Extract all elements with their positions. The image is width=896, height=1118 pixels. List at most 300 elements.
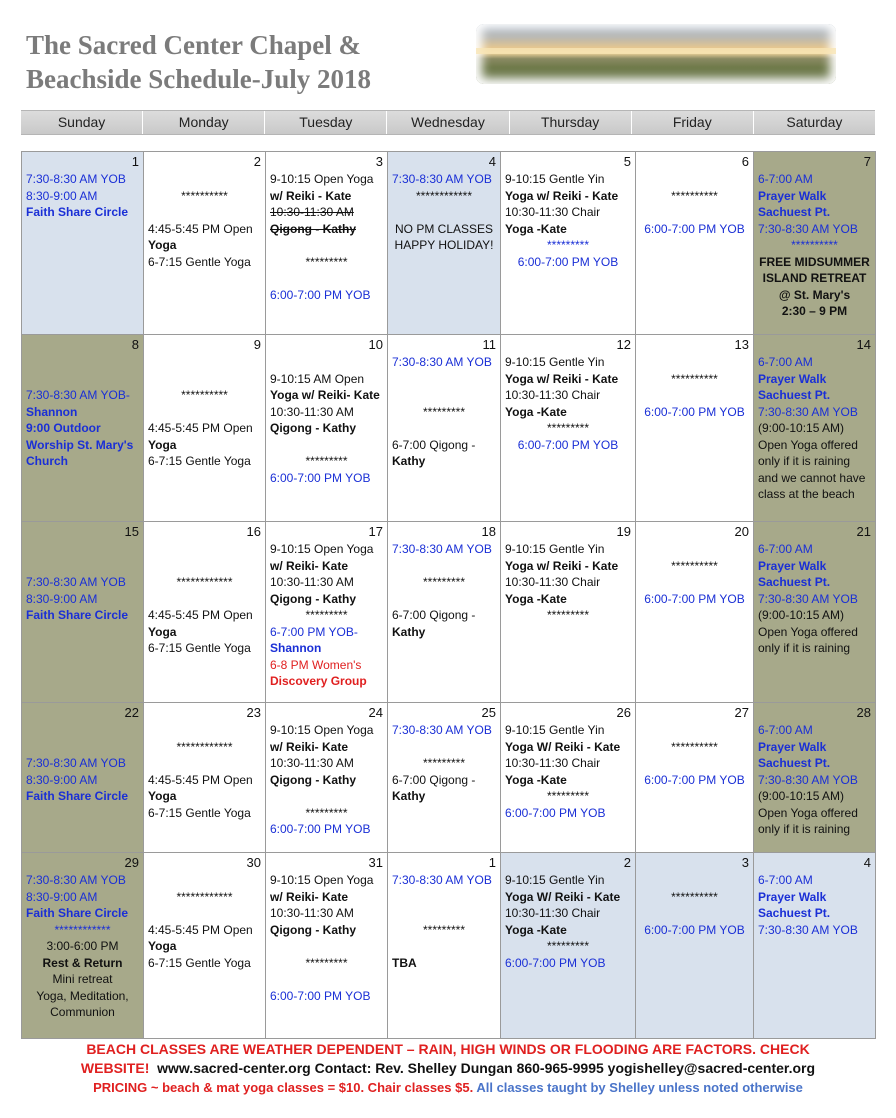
schedule-line: 10:30-11:30 Chair (505, 575, 601, 589)
schedule-line: (9:00-10:15 AM) (758, 789, 845, 803)
weekday-monday: Monday (143, 111, 265, 134)
day-cell (388, 703, 501, 853)
schedule-line: Yoga -Kate (505, 404, 567, 419)
schedule-line: 6-7:15 Gentle Yoga (148, 955, 251, 970)
schedule-line: 6:00-7:00 PM YOB (270, 287, 371, 302)
schedule-line: Sachuest Pt. (758, 205, 831, 219)
day-number: 8 (131, 337, 139, 352)
schedule-line: 6:00-7:00 PM YOB (517, 437, 619, 452)
schedule-line: (9:00-10:15 AM) (758, 421, 845, 435)
schedule-line (270, 971, 383, 988)
schedule-line: w/ Reiki - Kate (270, 188, 352, 203)
day-number: 14 (856, 337, 871, 352)
schedule-line: Yoga (148, 437, 177, 452)
schedule-line: Communion (50, 1005, 115, 1019)
day-number: 23 (246, 705, 261, 720)
schedule-line: 7:30-8:30 AM YOB- (26, 388, 130, 402)
schedule-line: Open Yoga offered (758, 624, 858, 639)
title-line-2: Beachside Schedule-July 2018 (26, 64, 372, 94)
day-number: 2 (253, 154, 261, 169)
schedule-line: ************ (415, 188, 473, 203)
weekday-tuesday: Tuesday (265, 111, 387, 134)
schedule-line (26, 558, 139, 575)
schedule-line: Yoga w/ Reiki - Kate (505, 558, 619, 573)
schedule-line: 7:30-8:30 AM YOB (392, 542, 492, 556)
schedule-line: 7:30-8:30 AM YOB (26, 575, 126, 589)
schedule-line: ************ (176, 889, 233, 904)
schedule-line: 7:30-8:30 AM YOB (392, 723, 492, 737)
schedule-line: Kathy (392, 624, 426, 639)
instructor-note: All classes taught by Shelley unless noted otherwise (476, 1080, 803, 1095)
day-cell (266, 522, 388, 703)
schedule-line: 8:30-9:00 AM (26, 889, 98, 904)
schedule-line: ********* (422, 404, 466, 419)
schedule-line (392, 558, 496, 575)
schedule-line: Prayer Walk (758, 889, 827, 904)
schedule-line: Qigong - Kathy (270, 772, 356, 787)
schedule-line: Sachuest Pt. (758, 906, 831, 920)
schedule-line: @ St. Mary's (778, 287, 851, 302)
schedule-line (640, 541, 749, 558)
schedule-line (148, 354, 261, 371)
schedule-line: Kathy (392, 789, 426, 803)
schedule-line: 10:30-11:30 Chair (505, 756, 601, 770)
schedule-line: 9-10:15 Gentle Yin (505, 873, 605, 887)
schedule-line: (9:00-10:15 AM) (758, 608, 845, 622)
schedule-line: ********* (546, 789, 590, 803)
schedule-line: Sachuest Pt. (758, 575, 831, 589)
schedule-line: 6:00-7:00 PM YOB (644, 404, 745, 419)
schedule-line: 6:00-7:00 PM YOB (270, 822, 371, 836)
schedule-line (148, 558, 261, 575)
day-number: 15 (124, 524, 139, 539)
schedule-line: 2:30 – 9 PM (781, 304, 848, 318)
schedule-line: Yoga (148, 238, 177, 252)
pricing-info: PRICING ~ beach & mat yoga classes = $10. Chair classes $5. (93, 1080, 474, 1095)
schedule-line: 6-7:15 Gentle Yoga (148, 454, 251, 468)
day-number: 9 (253, 337, 261, 352)
schedule-line: Qigong - Kathy (270, 922, 356, 937)
schedule-line (640, 905, 749, 922)
day-cell (388, 522, 501, 703)
day-number: 19 (616, 524, 631, 539)
day-number: 2 (623, 855, 631, 870)
schedule-line: Prayer Walk (758, 739, 827, 754)
day-cell (501, 335, 636, 522)
schedule-line: 8:30-9:00 AM (26, 188, 98, 203)
schedule-line: 6-7:00 Qigong - (392, 437, 476, 452)
schedule-line: 9-10:15 Gentle Yin (505, 172, 605, 186)
schedule-line: Sachuest Pt. (758, 388, 831, 402)
schedule-line (148, 722, 261, 739)
schedule-line: Kathy (392, 454, 426, 468)
schedule-line: w/ Reiki- Kate (270, 558, 349, 573)
schedule-line: HAPPY HOLIDAY! (394, 238, 494, 252)
schedule-line: 3:00-6:00 PM (46, 939, 119, 953)
schedule-line: ********* (422, 756, 466, 770)
day-number: 22 (124, 705, 139, 720)
calendar-grid (21, 151, 876, 1039)
weekday-saturday: Saturday (786, 114, 843, 130)
schedule-line: 8:30-9:00 AM (26, 591, 98, 606)
schedule-line (148, 591, 261, 608)
day-number: 13 (734, 337, 749, 352)
schedule-line: 4:45-5:45 PM Open (148, 221, 253, 236)
schedule-line: Yoga W/ Reiki - Kate (505, 889, 621, 904)
schedule-line (392, 889, 496, 906)
day-cell (754, 703, 876, 853)
schedule-line: Yoga W/ Reiki - Kate (505, 739, 621, 754)
schedule-line: 6-7:00 Qigong - (392, 608, 476, 622)
schedule-line: 9-10:15 Open Yoga (270, 723, 374, 737)
day-cell (22, 335, 144, 522)
schedule-line (640, 755, 749, 772)
schedule-line: ISLAND RETREAT (762, 271, 867, 285)
schedule-line: ********* (422, 922, 466, 937)
schedule-line (148, 171, 261, 188)
schedule-line: 9-10:15 Gentle Yin (505, 542, 605, 556)
schedule-line: 9-10:15 Open Yoga (270, 172, 374, 186)
day-cell (636, 703, 754, 853)
schedule-line (26, 541, 139, 558)
schedule-line (270, 788, 383, 805)
day-cell (266, 853, 388, 1039)
day-cell (501, 703, 636, 853)
day-cell (754, 522, 876, 703)
schedule-line: 4:45-5:45 PM Open (148, 421, 253, 435)
schedule-line: 6-7:00 AM (758, 172, 813, 186)
day-number: 11 (482, 337, 496, 352)
schedule-line: 4:45-5:45 PM Open (148, 922, 253, 937)
day-cell (266, 152, 388, 335)
schedule-line: ********* (546, 608, 590, 622)
schedule-line: Faith Share Circle (26, 906, 129, 920)
schedule-line: Yoga -Kate (505, 922, 567, 937)
schedule-line (270, 270, 383, 287)
day-cell (636, 853, 754, 1039)
schedule-line: NO PM CLASSES (394, 221, 494, 236)
schedule-line: ********** (671, 371, 718, 386)
schedule-line: 6:00-7:00 PM YOB (644, 922, 745, 937)
schedule-line: 10:30-11:30 Chair (505, 906, 601, 920)
schedule-line: ********* (305, 955, 348, 970)
schedule-line: Open Yoga offered (758, 437, 858, 452)
schedule-line: Prayer Walk (758, 558, 827, 573)
schedule-line (640, 574, 749, 591)
weekday-wednesday: Wednesday (387, 111, 509, 134)
schedule-line: 7:30-8:30 AM YOB (758, 404, 858, 419)
day-cell (754, 152, 876, 335)
schedule-line (270, 237, 383, 254)
schedule-line: Qigong - Kathy (270, 221, 356, 236)
schedule-line: 6:00-7:00 PM YOB (505, 955, 606, 970)
schedule-line: ************ (176, 739, 233, 754)
schedule-line (148, 404, 261, 421)
schedule-line: Qigong - Kathy (270, 591, 356, 606)
schedule-line (148, 872, 261, 889)
schedule-line (26, 371, 139, 388)
schedule-line: Discovery Group (270, 674, 367, 688)
schedule-line: Faith Share Circle (26, 205, 129, 219)
schedule-line (392, 739, 496, 756)
day-cell (501, 522, 636, 703)
schedule-line: Yoga (148, 624, 177, 639)
schedule-line (270, 938, 383, 955)
day-number: 27 (734, 705, 749, 720)
schedule-line: 9-10:15 Open Yoga (270, 542, 374, 556)
day-number: 10 (368, 337, 383, 352)
schedule-line: 6-7:00 AM (758, 542, 813, 556)
footer-notes (21, 1040, 875, 1097)
day-cell (22, 853, 144, 1039)
schedule-line: w/ Reiki- Kate (270, 739, 349, 754)
schedule-line: 6-7:00 Qigong - (392, 772, 476, 787)
schedule-line (26, 739, 139, 756)
schedule-line: Prayer Walk (758, 188, 827, 203)
day-cell (144, 335, 266, 522)
schedule-line: ********* (305, 805, 348, 820)
schedule-line: ********** (671, 889, 718, 904)
schedule-line: ********* (546, 421, 590, 435)
schedule-line: Yoga, Meditation, (36, 988, 129, 1003)
day-number: 1 (131, 154, 139, 169)
schedule-line: 9-10:15 Gentle Yin (505, 723, 605, 737)
day-number: 6 (741, 154, 749, 169)
day-cell (754, 853, 876, 1039)
schedule-line: ************ (54, 922, 111, 937)
schedule-line: 8:30-9:00 AM (26, 772, 98, 787)
day-cell (636, 522, 754, 703)
schedule-line: Church (26, 454, 68, 468)
weekday-header (21, 110, 875, 135)
schedule-line: 7:30-8:30 AM YOB (26, 873, 126, 887)
day-number: 28 (856, 705, 871, 720)
day-number: 29 (124, 855, 139, 870)
schedule-line: ********** (181, 188, 228, 203)
schedule-line: 6-8 PM Women's (270, 657, 362, 672)
schedule-line: ********** (671, 739, 718, 754)
schedule-line (392, 420, 496, 437)
schedule-line: ********* (546, 238, 590, 252)
schedule-line: 4:45-5:45 PM Open (148, 772, 253, 787)
schedule-line: Mini retreat (52, 972, 113, 986)
schedule-line: 7:30-8:30 AM YOB (758, 922, 858, 937)
schedule-line: ********* (305, 608, 348, 622)
schedule-line (26, 722, 139, 739)
schedule-line: 10:30-11:30 AM (270, 756, 354, 770)
schedule-line: 6:00-7:00 PM YOB (517, 254, 619, 269)
schedule-line (392, 204, 496, 221)
day-cell (22, 703, 144, 853)
day-number: 26 (616, 705, 631, 720)
schedule-line: TBA (392, 955, 417, 970)
title-line-1: The Sacred Center Chapel & (26, 30, 361, 60)
schedule-line (640, 722, 749, 739)
page-title (26, 28, 371, 96)
day-cell (388, 152, 501, 335)
day-number: 1 (488, 855, 496, 870)
schedule-line: 7:30-8:30 AM YOB (392, 355, 492, 369)
day-cell (22, 522, 144, 703)
schedule-line: Yoga -Kate (505, 772, 567, 787)
day-cell (754, 335, 876, 522)
schedule-line: 9-10:15 AM Open (270, 371, 365, 386)
schedule-line: 7:30-8:30 AM YOB (392, 873, 492, 887)
schedule-line: Prayer Walk (758, 371, 827, 386)
schedule-line: ********* (546, 939, 590, 953)
day-number: 4 (863, 855, 871, 870)
schedule-line: 6:00-7:00 PM YOB (270, 470, 371, 485)
contact-info: www.sacred-center.org Contact: Rev. Shelley Dungan 860-965-9995 yogishelley@sacred-center.org (157, 1060, 816, 1076)
schedule-line: and we cannot have (758, 470, 866, 485)
day-cell (636, 152, 754, 335)
day-cell (144, 703, 266, 853)
schedule-line: ********* (305, 454, 348, 468)
schedule-line: 6-7:15 Gentle Yoga (148, 254, 251, 269)
schedule-line: ********* (305, 254, 348, 269)
schedule-line: Worship St. Mary's (26, 437, 134, 452)
schedule-line: only if it is raining (758, 454, 851, 468)
schedule-line (392, 938, 496, 955)
pricing-line (21, 1078, 875, 1097)
schedule-line: Faith Share Circle (26, 608, 129, 622)
schedule-line: 10:30-11:30 Chair (505, 205, 601, 219)
schedule-line: 7:30-8:30 AM YOB (758, 221, 858, 236)
schedule-line: Yoga w/ Reiki - Kate (505, 371, 619, 386)
schedule-line: 6-7:15 Gentle Yoga (148, 641, 251, 655)
schedule-line: 10:30-11:30 AM (270, 575, 354, 589)
schedule-line: Rest & Return (42, 955, 123, 970)
day-cell (501, 152, 636, 335)
schedule-line: Faith Share Circle (26, 789, 129, 803)
day-cell (266, 335, 388, 522)
schedule-line: 9-10:15 Gentle Yin (505, 355, 605, 369)
day-number: 3 (741, 855, 749, 870)
schedule-line: Open Yoga offered (758, 805, 858, 820)
schedule-line: 6-7:15 Gentle Yoga (148, 805, 251, 820)
day-cell (144, 853, 266, 1039)
schedule-line: Sachuest Pt. (758, 756, 831, 770)
schedule-line: Shannon (26, 404, 78, 419)
day-cell (266, 703, 388, 853)
day-number: 18 (481, 524, 496, 539)
schedule-line: FREE MIDSUMMER (759, 254, 870, 269)
day-cell (144, 522, 266, 703)
day-cell (636, 335, 754, 522)
schedule-line: 6-7:00 AM (758, 873, 813, 887)
weekday-thursday: Thursday (510, 111, 632, 134)
schedule-line (148, 371, 261, 388)
schedule-line (148, 541, 261, 558)
schedule-line: Yoga (148, 789, 177, 803)
day-number: 12 (616, 337, 631, 352)
schedule-line: 6:00-7:00 PM YOB (505, 805, 606, 820)
schedule-line (640, 354, 749, 371)
schedule-line: 6:00-7:00 PM YOB (270, 988, 371, 1003)
schedule-line (392, 371, 496, 388)
schedule-line (148, 905, 261, 922)
day-number: 21 (856, 524, 871, 539)
day-cell (388, 853, 501, 1039)
schedule-line: Yoga -Kate (505, 591, 567, 606)
schedule-line: 6:00-7:00 PM YOB (644, 772, 745, 787)
day-number: 17 (368, 524, 383, 539)
schedule-line: only if it is raining (758, 822, 851, 836)
day-number: 7 (863, 154, 871, 169)
schedule-line: ********* (422, 575, 466, 589)
website-callout: WEBSITE! (80, 1060, 150, 1076)
schedule-line: 10:30-11:30 AM (270, 906, 354, 920)
schedule-line: only if it is raining (758, 641, 851, 655)
schedule-line: 6-7:00 AM (758, 355, 813, 369)
schedule-line (148, 755, 261, 772)
schedule-line: ********** (181, 388, 228, 402)
beach-sunset-photo (476, 24, 836, 84)
day-cell (144, 152, 266, 335)
schedule-line: 6:00-7:00 PM YOB (644, 591, 745, 606)
schedule-line (26, 354, 139, 371)
schedule-line: Yoga w/ Reiki- Kate (270, 388, 380, 402)
weather-notice: BEACH CLASSES ARE WEATHER DEPENDENT – RAIN, HIGH WINDS OR FLOODING ARE FACTORS. CHECK (86, 1041, 810, 1057)
schedule-line: 7:30-8:30 AM YOB (392, 172, 492, 186)
schedule-line (640, 872, 749, 889)
day-number: 5 (623, 154, 631, 169)
schedule-line: w/ Reiki- Kate (270, 889, 349, 904)
schedule-line (270, 354, 383, 371)
schedule-line: Qigong - Kathy (270, 421, 356, 435)
schedule-line: 6:00-7:00 PM YOB (644, 221, 745, 236)
schedule-line (270, 437, 383, 454)
schedule-line: 7:30-8:30 AM YOB (26, 172, 126, 186)
schedule-line (392, 387, 496, 404)
day-number: 30 (246, 855, 261, 870)
schedule-line: ********** (671, 558, 718, 573)
schedule-line (640, 387, 749, 404)
weekday-sunday: Sunday (21, 111, 143, 134)
schedule-line: Yoga (148, 939, 177, 953)
schedule-line: 6-7:00 PM YOB- (270, 624, 358, 639)
day-cell (22, 152, 144, 335)
schedule-line: 10:30-11:30 Chair (505, 388, 601, 402)
contact-line (21, 1059, 875, 1078)
day-number: 24 (368, 705, 383, 720)
schedule-line: class at the beach (758, 487, 855, 501)
schedule-line: Yoga -Kate (505, 221, 567, 236)
day-cell (501, 853, 636, 1039)
schedule-line: Shannon (270, 641, 322, 655)
schedule-line: ********** (791, 238, 838, 252)
schedule-line: ********** (671, 188, 718, 203)
schedule-line: ************ (176, 575, 233, 589)
schedule-line: 10:30-11:30 AM (270, 404, 354, 419)
day-number: 31 (368, 855, 383, 870)
schedule-line (640, 204, 749, 221)
schedule-line: 9:00 Outdoor (26, 421, 101, 435)
schedule-line: 7:30-8:30 AM YOB (758, 591, 858, 606)
schedule-line: 10:30-11:30 AM (270, 205, 354, 219)
day-number: 4 (488, 154, 496, 169)
schedule-line (640, 171, 749, 188)
schedule-line: Yoga w/ Reiki - Kate (505, 188, 619, 203)
day-cell (388, 335, 501, 522)
schedule-line: 4:45-5:45 PM Open (148, 608, 253, 622)
schedule-line: 9-10:15 Open Yoga (270, 873, 374, 887)
schedule-line: 7:30-8:30 AM YOB (758, 772, 858, 787)
schedule-line: 6-7:00 AM (758, 723, 813, 737)
day-number: 25 (481, 705, 496, 720)
day-number: 16 (246, 524, 261, 539)
day-number: 20 (734, 524, 749, 539)
